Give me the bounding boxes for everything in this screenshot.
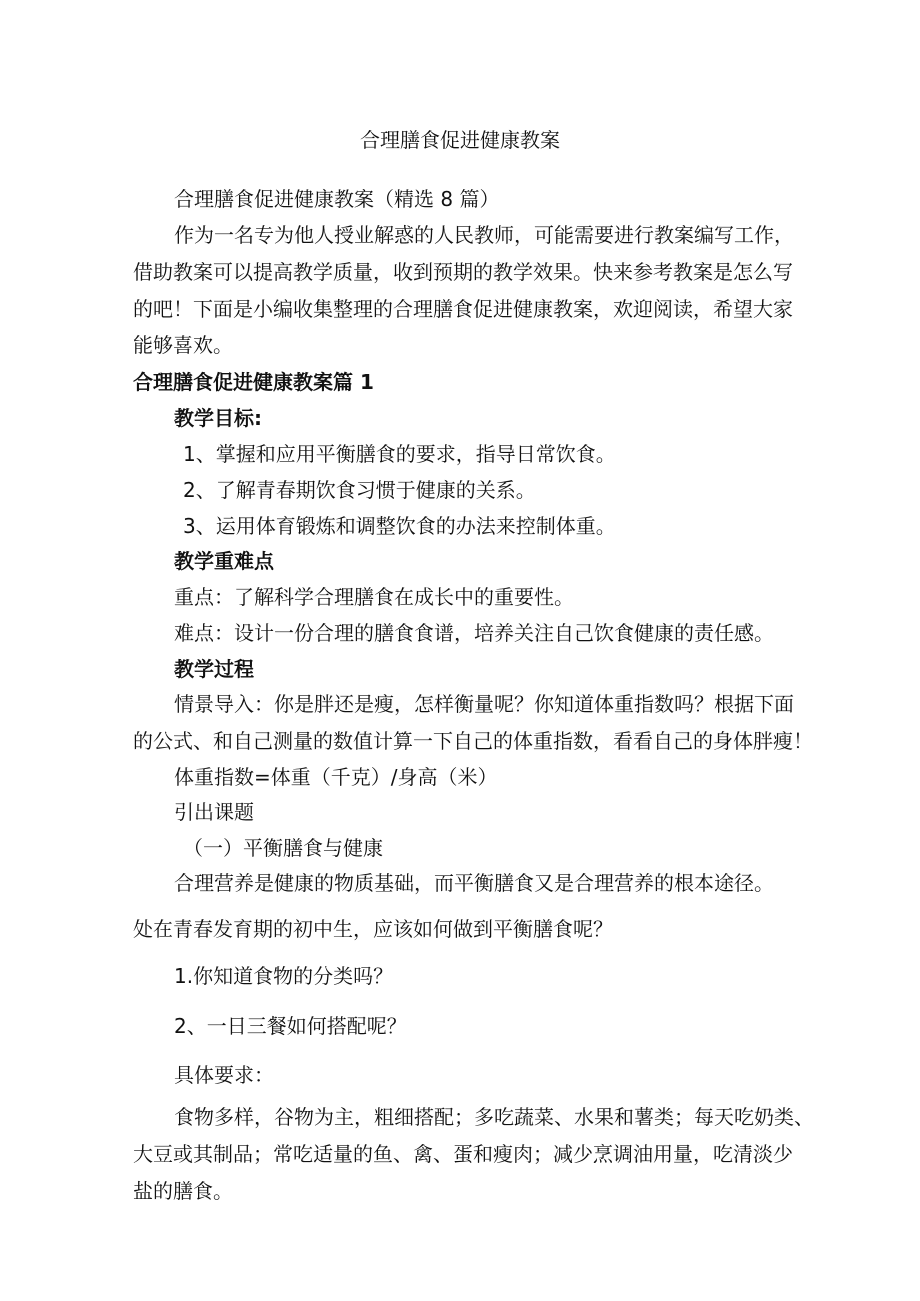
section-heading: 合理膳食促进健康教案篇 1 — [133, 370, 374, 394]
objective-item: 2、了解青春期饮食习惯于健康的关系。 — [183, 478, 536, 502]
difficulty-heading: 教学重难点 — [174, 549, 274, 573]
objectives-heading: 教学目标: — [174, 406, 262, 430]
intro-paragraph-line: 的吧！下面是小编收集整理的合理膳食促进健康教案，欢迎阅读，希望大家 — [133, 297, 793, 321]
scenario-line: 情景导入：你是胖还是瘦，怎样衡量呢？你知道体重指数吗？根据下面 — [174, 692, 794, 716]
difficult-point: 难点：设计一份合理的膳食食谱，培养关注自己饮食健康的责任感。 — [174, 621, 774, 645]
bmi-formula: 体重指数=体重（千克）/身高（米） — [174, 765, 498, 789]
requirements-line: 食物多样，谷物为主，粗细搭配；多吃蔬菜、水果和薯类；每天吃奶类、 — [174, 1105, 814, 1129]
requirements-heading: 具体要求： — [174, 1063, 274, 1087]
scenario-line: 的公式、和自己测量的数值计算一下自己的体重指数，看看自己的身体胖瘦！ — [133, 729, 813, 753]
question-item: 2、一日三餐如何搭配呢？ — [174, 1014, 407, 1038]
nutrition-line: 合理营养是健康的物质基础，而平衡膳食又是合理营养的根本途径。 — [174, 871, 774, 895]
requirements-line: 盐的膳食。 — [133, 1179, 233, 1203]
key-point: 重点：了解科学合理膳食在成长中的重要性。 — [174, 585, 574, 609]
document-subtitle: 合理膳食促进健康教案（精选 8 篇） — [174, 187, 500, 211]
document-title: 合理膳食促进健康教案 — [360, 128, 560, 152]
question-line: 处在青春发育期的初中生，应该如何做到平衡膳食呢？ — [133, 917, 613, 941]
lead-in: 引出课题 — [174, 800, 254, 824]
objective-item: 3、运用体育锻炼和调整饮食的办法来控制体重。 — [183, 514, 616, 538]
objective-item: 1、掌握和应用平衡膳食的要求，指导日常饮食。 — [183, 442, 616, 466]
sub-heading: （一）平衡膳食与健康 — [183, 836, 383, 860]
requirements-line: 大豆或其制品；常吃适量的鱼、禽、蛋和瘦肉；减少烹调油用量，吃清淡少 — [133, 1142, 793, 1166]
intro-paragraph-line: 能够喜欢。 — [133, 333, 233, 357]
question-item: 1.你知道食物的分类吗？ — [174, 964, 394, 988]
process-heading: 教学过程 — [174, 657, 254, 681]
intro-paragraph-line: 作为一名专为他人授业解惑的人民教师，可能需要进行教案编写工作， — [174, 223, 794, 247]
intro-paragraph-line: 借助教案可以提高教学质量，收到预期的教学效果。快来参考教案是怎么写 — [133, 260, 793, 284]
